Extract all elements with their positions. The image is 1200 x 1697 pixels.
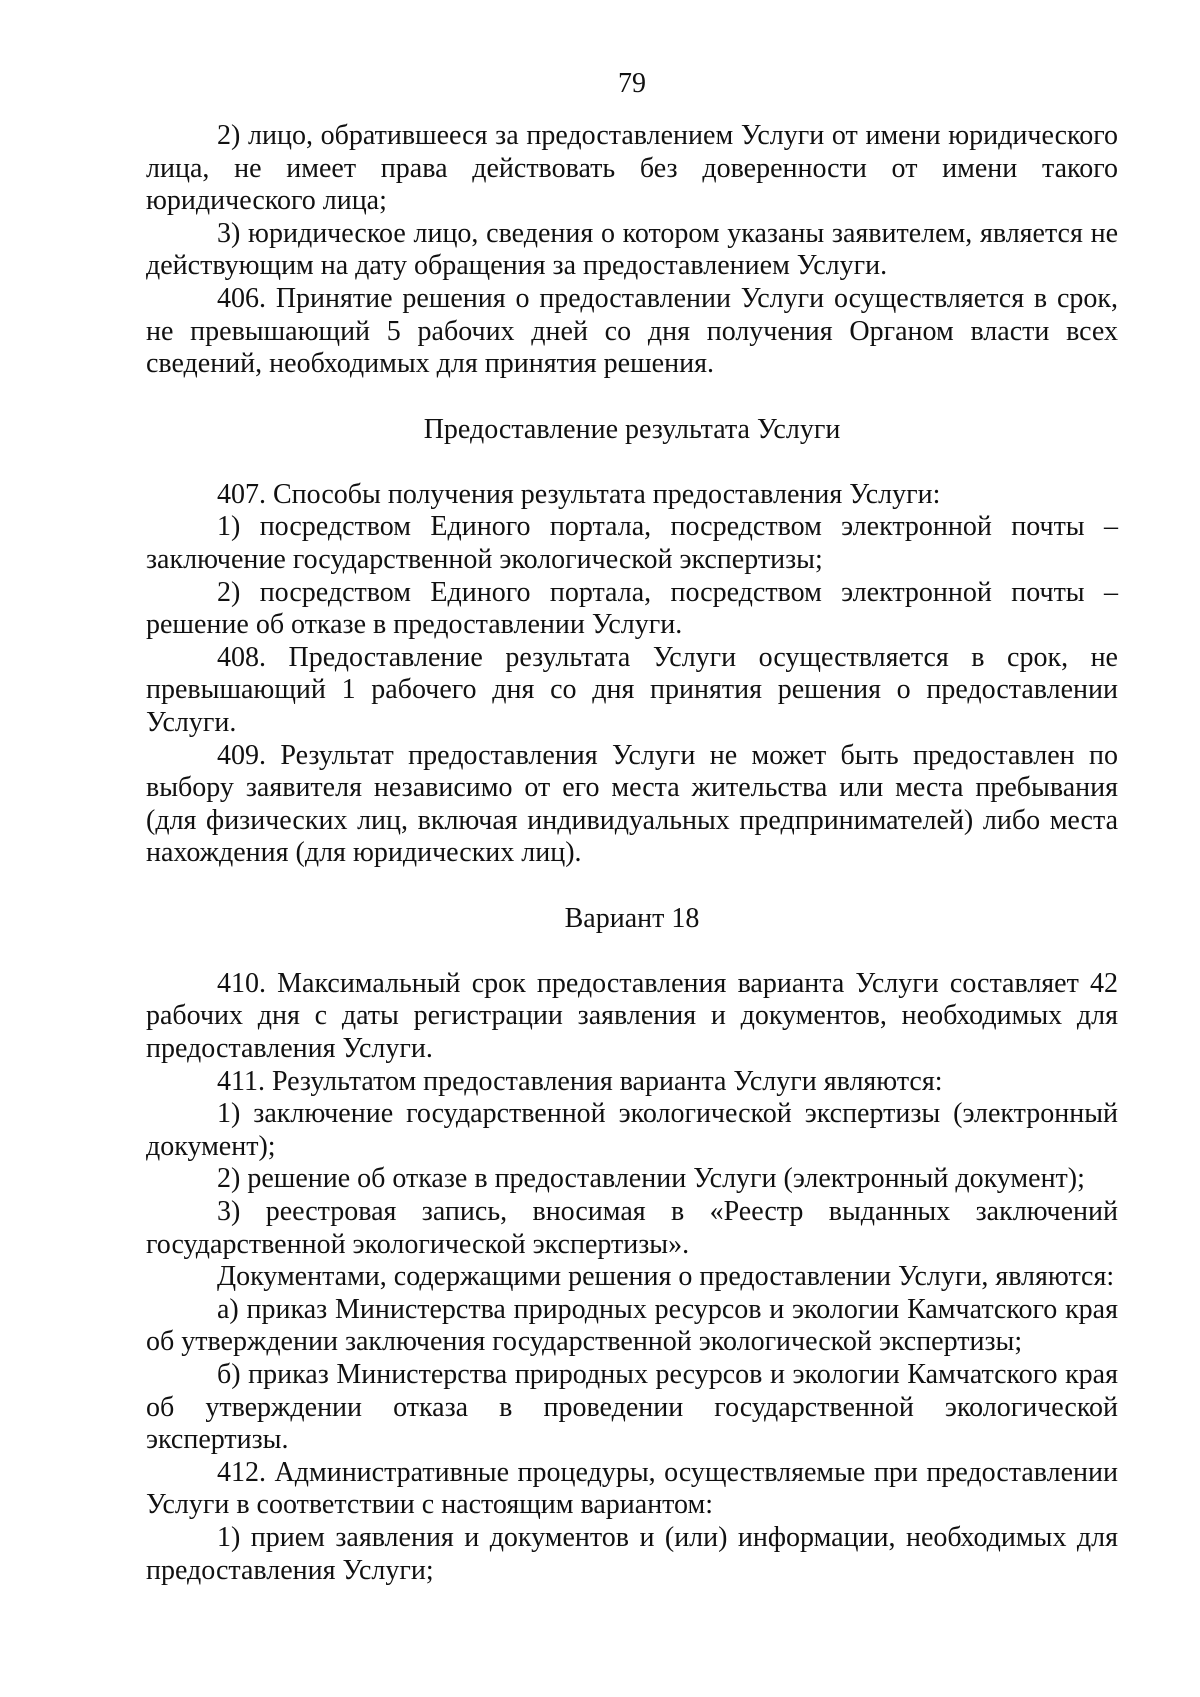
paragraph: 2) решение об отказе в предоставлении Услуги (электронный документ); <box>217 1163 1085 1195</box>
paragraph: б) приказ Министерства природных ресурсов и экологии Камчатского края об утверждении отказа в проведении государственной экологической экспертизы. <box>146 1359 1118 1456</box>
paragraph: а) приказ Министерства природных ресурсов и экологии Камчатского края об утверждении заключения государственной экологической экспертизы; <box>146 1293 1118 1358</box>
paragraph: 1) заключение государственной экологической экспертизы (электронный документ); <box>146 1098 1118 1162</box>
page-number: 79 <box>618 68 646 99</box>
paragraph: 2) посредством Единого портала, посредством электронной почты – решение об отказе в предоставлении Услуги. <box>146 576 1118 641</box>
paragraph: 408. Предоставление результата Услуги осуществляется в срок, не превышающий 1 рабочего дня со дня принятия решения о предоставлении Услуги. <box>146 641 1118 738</box>
paragraph: 411. Результатом предоставления варианта Услуги являются: <box>217 1065 943 1097</box>
paragraph: 410. Максимальный срок предоставления варианта Услуги составляет 42 рабочих дня с даты регистрации заявления и документов, необходимых для предоставления Услуги. <box>146 967 1118 1065</box>
paragraph: 409. Результат предоставления Услуги не может быть предоставлен по выбору заявителя независимо от его места жительства или места пребывания (для физических лиц, включая индивидуальных предпринимателей) либо места нахождения (для юридических лиц). <box>146 739 1118 869</box>
paragraph: 3) реестровая запись, вносимая в «Реестр выданных заключений государственной экологической экспертизы». <box>146 1196 1118 1260</box>
paragraph: 1) прием заявления и документов и (или) информации, необходимых для предоставления Услуги; <box>146 1521 1118 1586</box>
section-heading-variant: Вариант 18 <box>564 902 700 934</box>
paragraph: 406. Принятие решения о предоставлении Услуги осуществляется в срок, не превышающий 5 рабочих дней со дня получения Органом власти всех сведений, необходимых для принятия решения. <box>146 282 1118 380</box>
paragraph: 412. Административные процедуры, осуществляемые при предоставлении Услуги в соответствии с настоящим вариантом: <box>146 1456 1118 1521</box>
paragraph: Документами, содержащими решения о предоставлении Услуги, являются: <box>217 1261 1115 1293</box>
paragraph: 3) юридическое лицо, сведения о котором указаны заявителем, является не действующим на дату обращения за предоставлением Услуги. <box>146 217 1118 282</box>
paragraph: 1) посредством Единого портала, посредством электронной почты – заключение государственной экологической экспертизы; <box>146 511 1118 575</box>
paragraph: 2) лицо, обратившееся за предоставлением Услуги от имени юридического лица, не имеет права действовать без доверенности от имени такого юридического лица; <box>146 120 1118 217</box>
section-heading-result: Предоставление результата Услуги <box>423 413 841 445</box>
paragraph: 407. Способы получения результата предоставления Услуги: <box>217 478 941 510</box>
